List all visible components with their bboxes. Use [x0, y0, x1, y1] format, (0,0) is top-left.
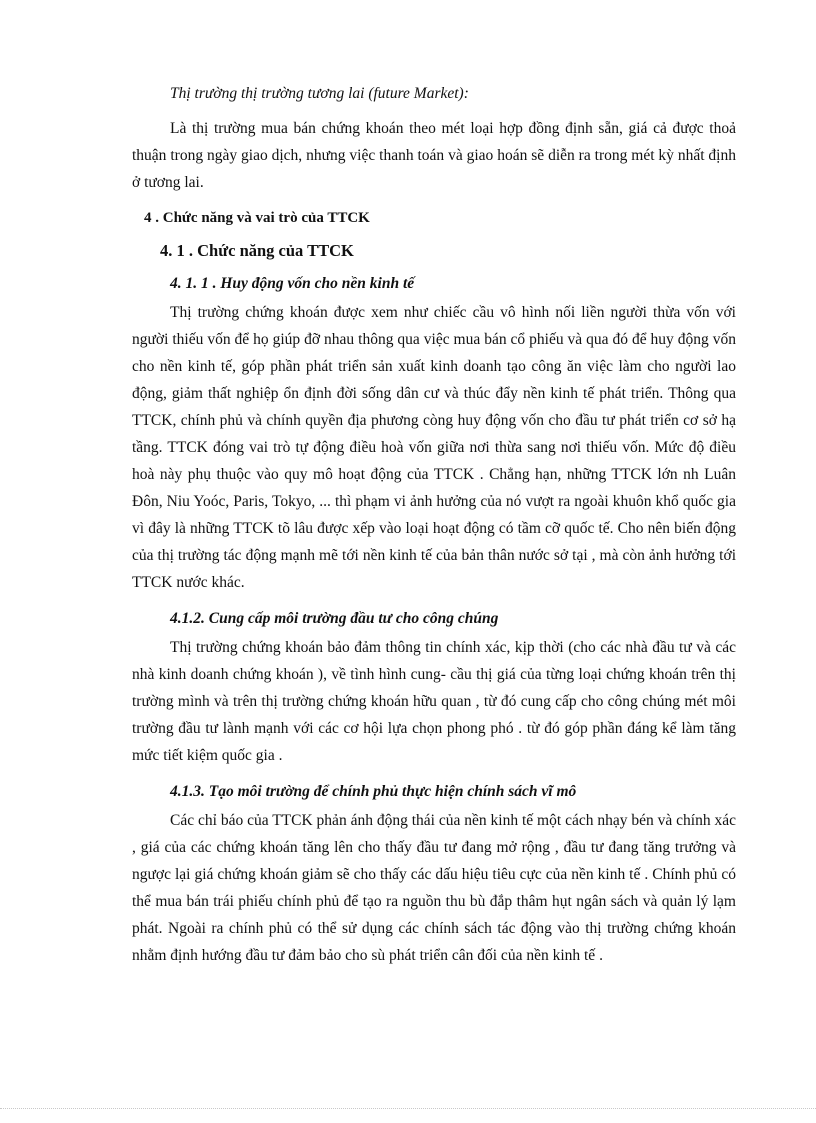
- section-4-1-1-paragraph: Thị trường chứng khoán được xem như chiếc cầu vô hình nối liền người thừa vốn với người thiếu vốn để họ giúp đỡ nhau thông qua việc mua bán cổ phiếu và qua đó để huy động vốn cho nền kinh tế, góp phần phát triển sản xuất kinh doanh tạo công ăn việc làm cho người lao động, giảm thất nghiệp ổn định đời sống dân cư và thúc đẩy nền kinh tế phát triển. Thông qua TTCK, chính phủ và chính quyền địa phương còng huy động vốn cho đầu tư phát triển cơ sở hạ tầng. TTCK đóng vai trò tự động điều hoà vốn giữa nơi thừa sang nơi thiếu vốn. Mức độ điều hoà này phụ thuộc vào quy mô hoạt động của TTCK . Chẳng hạn, những TTCK lớn nh Luân Đôn, Niu Yoóc, Paris, Tokyo, ... thì phạm vi ảnh hưởng của nó vượt ra ngoài khuôn khổ quốc gia vì đây là những TTCK tõ lâu được xếp vào loại hoạt động có tầm cỡ quốc tế. Cho nên biến động của thị trường tác động mạnh mẽ tới nền kinh tế của bản thân nước sở tại , mà còn ảnh hưởng tới TTCK nước khác.: [132, 304, 736, 591]
- intro-title: Thị trường thị trường tương lai (future Market):: [170, 85, 469, 102]
- intro-paragraph: Là thị trường mua bán chứng khoán theo mét loại hợp đồng định sẵn, giá cả được thoả thuận trong ngày giao dịch, nhưng việc thanh toán và giao hoán sẽ diễn ra trong mét kỳ nhất định ở tương lai.: [132, 120, 736, 191]
- section-4-1-1-heading: 4. 1. 1 . Huy động vốn cho nền kinh tế: [170, 275, 415, 292]
- page-bottom-divider: [0, 1108, 816, 1109]
- section-4-1-2-paragraph: Thị trường chứng khoán bảo đảm thông tin chính xác, kịp thời (cho các nhà đầu tư và các nhà kinh doanh chứng khoán ), về tình hình cung- cầu thị giá của từng loại chứng khoán trên thị trường mình và trên thị trường chứng khoán hữu quan , từ đó cung cấp cho công chúng mét môi trường đầu tư lành mạnh với các cơ hội lựa chọn phong phó . từ đó góp phần đáng kể làm tăng mức tiết kiệm quốc gia .: [132, 639, 736, 764]
- section-4-1-heading: 4. 1 . Chức năng của TTCK: [160, 241, 354, 260]
- section-4-1-2-heading: 4.1.2. Cung cấp môi trường đầu tư cho công chúng: [170, 610, 499, 627]
- section-4-1-3-paragraph: Các chỉ báo của TTCK phản ánh động thái của nền kinh tế một cách nhạy bén và chính xác , giá của các chứng khoán tăng lên cho thấy đầu tư đang mở rộng , đầu tư đang tăng trưởng và ngược lại giá chứng khoán giảm sẽ cho thấy các dấu hiệu tiêu cực của nền kinh tế . Chính phủ có thể mua bán trái phiếu chính phủ để tạo ra nguồn thu bù đắp thâm hụt ngân sách và quản lý lạm phát. Ngoài ra chính phủ có thể sử dụng các chính sách tác động vào thị trường chứng khoán nhằm định hướng đầu tư đảm bảo cho sù phát triển cân đối của nền kinh tế .: [132, 812, 736, 964]
- section-4-1-3-heading: 4.1.3. Tạo môi trường để chính phủ thực hiện chính sách vĩ mô: [170, 783, 577, 800]
- section-4-heading: 4 . Chức năng và vai trò của TTCK: [144, 210, 370, 226]
